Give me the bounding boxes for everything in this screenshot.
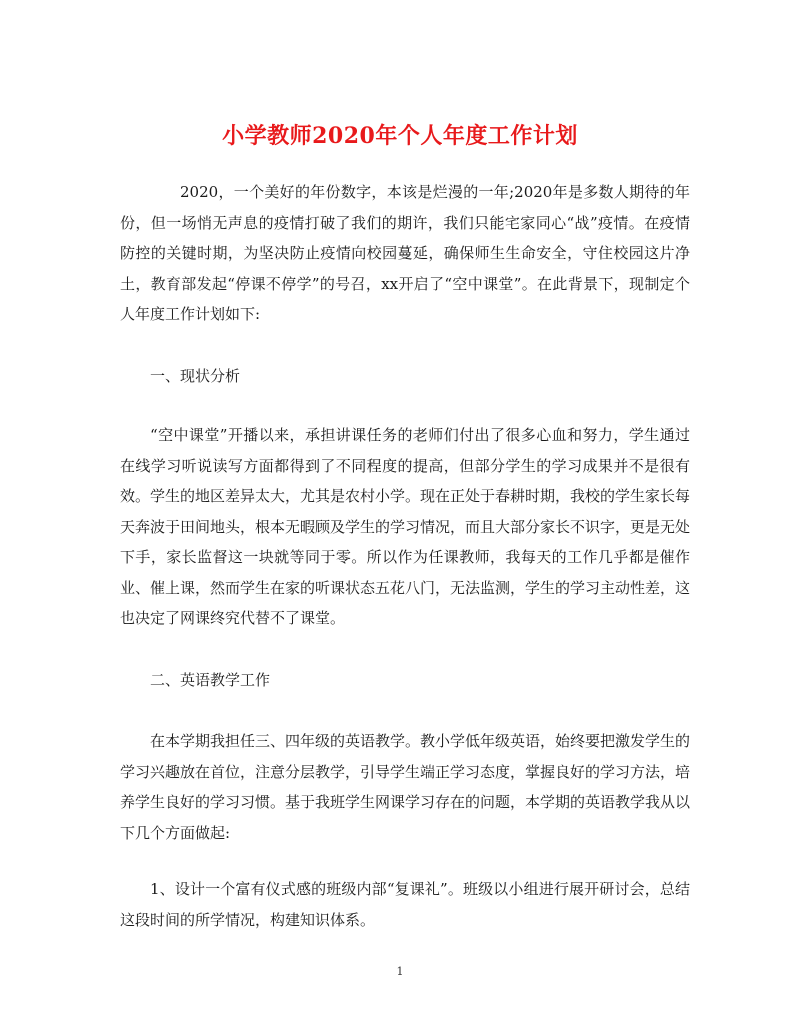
document-title: 小学教师2020年个人年度工作计划 [222,122,578,149]
section-heading-status-analysis: 一、现状分析 [150,367,241,385]
status-analysis-paragraph: “空中课堂”开播以来，承担讲课任务的老师们付出了很多心血和努力，学生通过在线学习听说读写方面都得到了不同程度的提高，但部分学生的学习成果并不是很有效。学生的地区差异太大，尤其是农村小学。现在正处于春耕时期，我校的学生家长每天奔波于田间地头，根本无暇顾及学生的学习情况，而且大部分家长不识字，更是无处下手，家长监督这一块就等同于零。所以作为任课教师，我每天的工作几乎都是催作业、催上课，然而学生在家的听课状态五花八门，无法监测，学生的学习主动性差，这也决定了网课终究代替不了课堂。 [120,426,691,627]
list-item-1: 1、设计一个富有仪式感的班级内部“复课礼”。班级以小组进行展开研讨会，总结这段时间的所学情况，构建知识体系。 [120,880,690,929]
page-number: 1 [396,965,404,978]
english-teaching-paragraph: 在本学期我担任三、四年级的英语教学。教小学低年级英语，始终要把激发学生的学习兴趣放在首位，注意分层教学，引导学生端正学习态度，掌握良好的学习方法，培养学生良好的学习习惯。基于我班学生网课学习存在的问题，本学期的英语教学我从以下几个方面做起: [120,732,691,842]
section-heading-english-teaching: 二、英语教学工作 [150,671,271,689]
intro-paragraph: 2020，一个美好的年份数字，本该是烂漫的一年;2020年是多数人期待的年份，但一场悄无声息的疫情打破了我们的期许，我们只能宅家同心“战”疫情。在疫情防控的关键时期，为坚决防止疫情向校园蔓延，确保师生生命安全，守住校园这片净土，教育部发起“停课不停学”的号召，xx开启了“空中课堂”。在此背景下，现制定个人年度工作计划如下: [120,183,690,323]
